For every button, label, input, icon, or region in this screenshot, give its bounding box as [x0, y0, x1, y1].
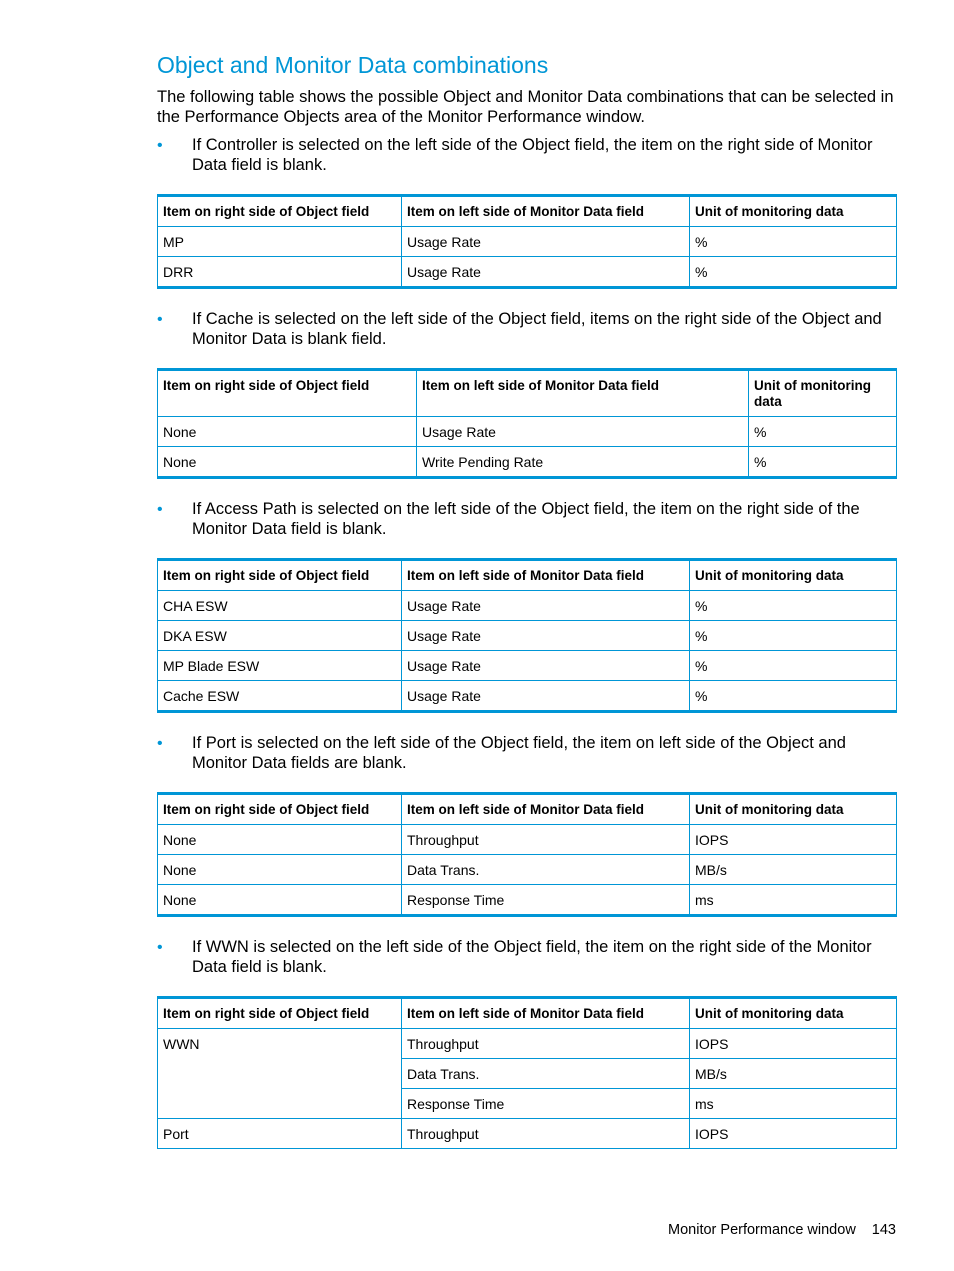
- bullet-text: If Controller is selected on the left side of the Object field, the item on the right side of Monitor Data field is blank.: [192, 136, 873, 174]
- bullet-item: [157, 938, 899, 977]
- table-cell: %: [690, 591, 897, 621]
- table-cell: Data Trans.: [402, 1059, 690, 1089]
- table-cell: %: [690, 621, 897, 651]
- table-cell: None: [158, 417, 417, 447]
- table-cell: %: [749, 447, 897, 478]
- table-cell: MB/s: [690, 1059, 897, 1089]
- table-row: [158, 1029, 897, 1059]
- table-row: [158, 591, 897, 621]
- bullet-item: [157, 734, 899, 773]
- combination-table-access-path: [157, 558, 897, 713]
- header-cell: Unit of monitoring data: [690, 998, 897, 1029]
- header-cell: Item on right side of Object field: [158, 998, 402, 1029]
- section-heading: Object and Monitor Data combinations: [157, 52, 549, 78]
- table-cell: IOPS: [690, 1029, 897, 1059]
- table-row: [158, 227, 897, 257]
- table-cell: MP Blade ESW: [158, 651, 402, 681]
- table-cell: MB/s: [690, 855, 897, 885]
- table-cell: None: [158, 855, 402, 885]
- bullet-item: [157, 500, 899, 539]
- table-header-row: [158, 998, 897, 1029]
- bullet-item: [157, 310, 899, 349]
- bullet-icon: •: [157, 311, 163, 328]
- table-cell: Response Time: [402, 885, 690, 916]
- table-row: [158, 681, 897, 712]
- bullet-text: If Port is selected on the left side of the Object field, the item on left side of the Object and Monitor Data fields are blank.: [192, 734, 846, 772]
- table-cell: Throughput: [402, 1119, 690, 1149]
- table-row: [158, 257, 897, 288]
- combination-table-controller: [157, 194, 897, 289]
- bullet-icon: •: [157, 939, 163, 956]
- table-cell: IOPS: [690, 825, 897, 855]
- table-cell: %: [690, 651, 897, 681]
- table-cell: MP: [158, 227, 402, 257]
- header-cell: Item on right side of Object field: [158, 560, 402, 591]
- table-row: [158, 621, 897, 651]
- table-cell: Usage Rate: [417, 417, 749, 447]
- table-cell: %: [690, 681, 897, 712]
- header-cell: Item on right side of Object field: [158, 370, 417, 417]
- table-cell: None: [158, 825, 402, 855]
- table-cell: Usage Rate: [402, 681, 690, 712]
- table-cell: WWN: [158, 1029, 402, 1119]
- table-cell: Write Pending Rate: [417, 447, 749, 478]
- header-cell: Item on left side of Monitor Data field: [402, 560, 690, 591]
- header-cell: Item on left side of Monitor Data field: [417, 370, 749, 417]
- table-row: [158, 855, 897, 885]
- table-cell: %: [690, 227, 897, 257]
- table-cell: IOPS: [690, 1119, 897, 1149]
- bullet-icon: •: [157, 137, 163, 154]
- table-row: [158, 447, 897, 478]
- header-cell: Item on right side of Object field: [158, 794, 402, 825]
- table-cell: DKA ESW: [158, 621, 402, 651]
- table-row: [158, 825, 897, 855]
- header-cell: Item on left side of Monitor Data field: [402, 998, 690, 1029]
- table-cell: Data Trans.: [402, 855, 690, 885]
- table-header-row: [158, 560, 897, 591]
- table-header-row: [158, 196, 897, 227]
- table-row: [158, 885, 897, 916]
- table-cell: Usage Rate: [402, 227, 690, 257]
- bullet-text: If Access Path is selected on the left side of the Object field, the item on the right side of the Monitor Data field is blank.: [192, 500, 860, 538]
- table-cell: Usage Rate: [402, 257, 690, 288]
- table-cell: DRR: [158, 257, 402, 288]
- page-number: 143: [871, 1222, 896, 1238]
- header-cell: Unit of monitoring data: [690, 196, 897, 227]
- bullet-text: If WWN is selected on the left side of the Object field, the item on the right side of the Monitor Data field is blank.: [192, 938, 872, 976]
- header-cell: Unit of monitoring data: [749, 370, 897, 417]
- table-cell: Usage Rate: [402, 591, 690, 621]
- intro-paragraph: The following table shows the possible Object and Monitor Data combinations that can be selected in the Performance Objects area of the Monitor Performance window.: [157, 88, 894, 126]
- table-header-row: [158, 794, 897, 825]
- table-row: [158, 651, 897, 681]
- table-cell: Response Time: [402, 1089, 690, 1119]
- table-cell: %: [749, 417, 897, 447]
- header-cell: Item on left side of Monitor Data field: [402, 794, 690, 825]
- table-cell: Usage Rate: [402, 621, 690, 651]
- table-cell: ms: [690, 885, 897, 916]
- table-cell: None: [158, 447, 417, 478]
- bullet-icon: •: [157, 735, 163, 752]
- table-cell: None: [158, 885, 402, 916]
- footer-title: Monitor Performance window: [668, 1222, 856, 1238]
- bullet-text: If Cache is selected on the left side of the Object field, items on the right side of the Object and Monitor Data is blank field.: [192, 310, 882, 348]
- table-cell: Throughput: [402, 825, 690, 855]
- combination-table-port: [157, 792, 897, 917]
- table-cell: CHA ESW: [158, 591, 402, 621]
- combination-table-cache: [157, 368, 897, 479]
- page-footer: [668, 1222, 896, 1238]
- header-cell: Unit of monitoring data: [690, 560, 897, 591]
- header-cell: Item on left side of Monitor Data field: [402, 196, 690, 227]
- table-cell: ms: [690, 1089, 897, 1119]
- table-cell: Throughput: [402, 1029, 690, 1059]
- table-header-row: [158, 370, 897, 417]
- combination-table-wwn: [157, 996, 897, 1149]
- header-cell: Unit of monitoring data: [690, 794, 897, 825]
- table-cell: %: [690, 257, 897, 288]
- table-cell: Cache ESW: [158, 681, 402, 712]
- bullet-item: [157, 136, 899, 175]
- table-row: [158, 1119, 897, 1149]
- bullet-icon: •: [157, 501, 163, 518]
- table-cell: Port: [158, 1119, 402, 1149]
- header-cell: Item on right side of Object field: [158, 196, 402, 227]
- table-cell: Usage Rate: [402, 651, 690, 681]
- table-row: [158, 417, 897, 447]
